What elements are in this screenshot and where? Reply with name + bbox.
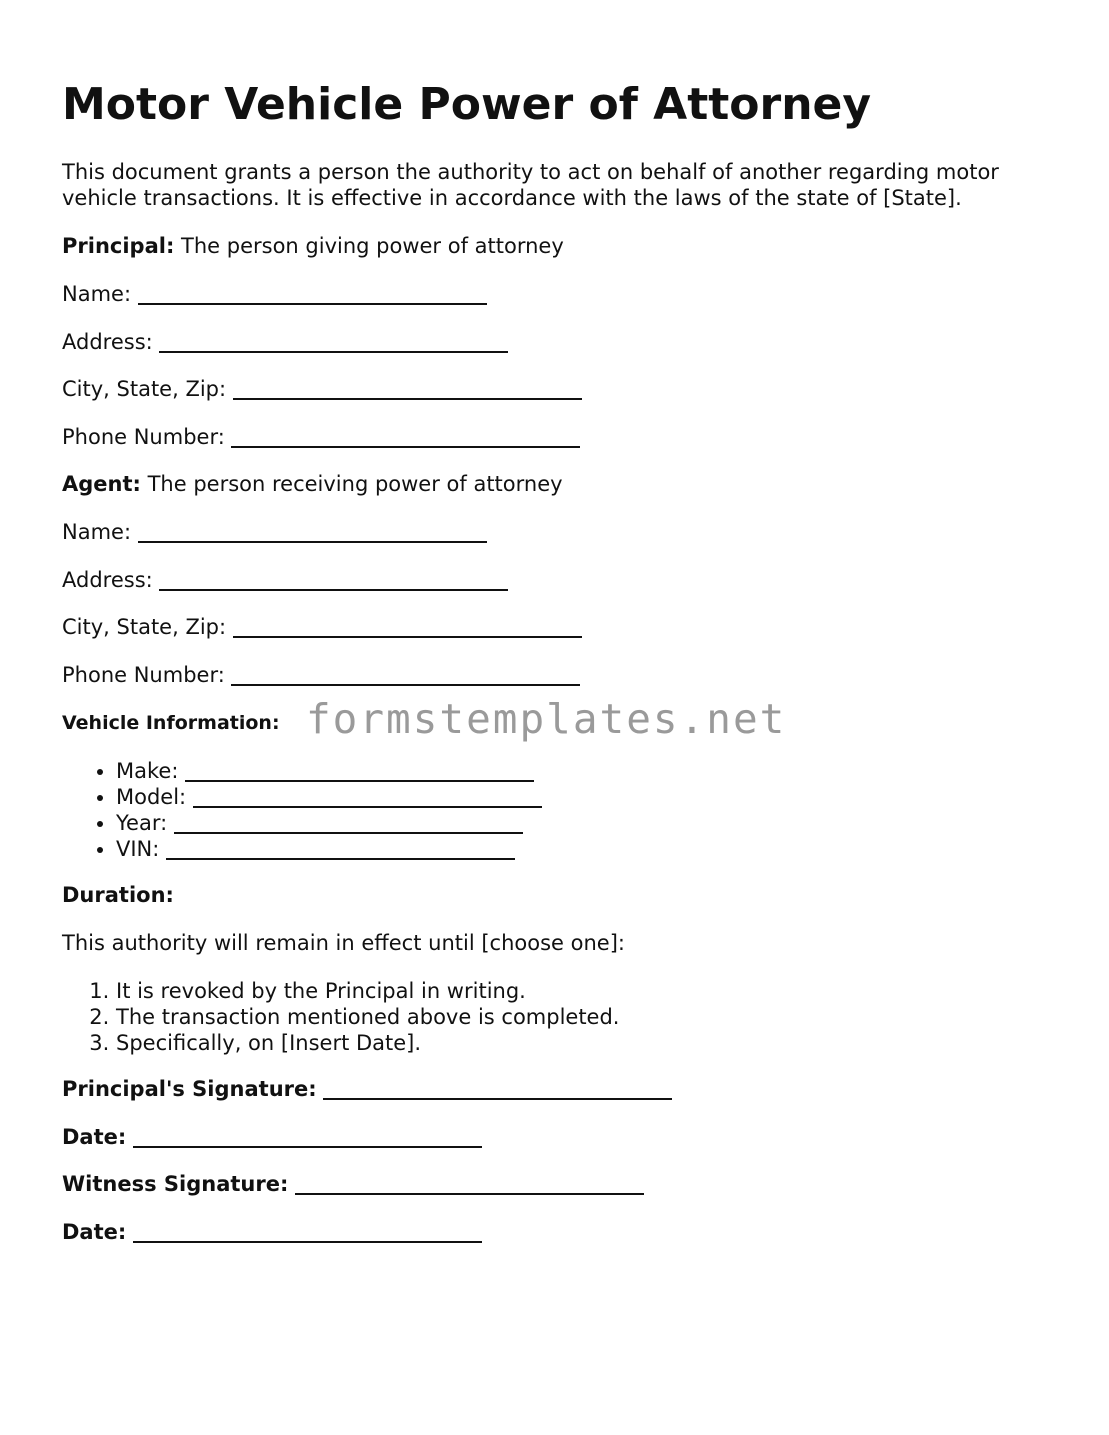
blank-line[interactable] xyxy=(174,832,523,834)
principal-signature-field[interactable] xyxy=(62,1076,672,1102)
principal-city-state-zip-field[interactable] xyxy=(62,376,582,402)
vehicle-heading: Vehicle Information: xyxy=(62,712,280,734)
field-label: Model: xyxy=(116,785,187,809)
signature-label: Witness Signature: xyxy=(62,1172,289,1196)
signature-label: Principal's Signature: xyxy=(62,1077,317,1101)
duration-options-list xyxy=(62,978,620,1056)
vehicle-vin-field[interactable] xyxy=(116,836,542,862)
vehicle-make-field[interactable] xyxy=(116,758,542,784)
blank-line[interactable] xyxy=(166,858,515,860)
principal-name-field[interactable] xyxy=(62,281,487,307)
blank-line[interactable] xyxy=(295,1193,644,1195)
principal-address-field[interactable] xyxy=(62,329,508,355)
signature-label: Date: xyxy=(62,1125,127,1149)
blank-line[interactable] xyxy=(138,541,487,543)
signature-label: Date: xyxy=(62,1220,127,1244)
agent-description: The person receiving power of attorney xyxy=(140,472,563,496)
blank-line[interactable] xyxy=(133,1241,482,1243)
agent-heading xyxy=(62,471,563,497)
field-label: Make: xyxy=(116,759,179,783)
field-label: Phone Number: xyxy=(62,663,225,687)
duration-text: This authority will remain in effect until [choose one]: xyxy=(62,931,625,955)
principal-label: Principal: xyxy=(62,234,175,258)
field-label: City, State, Zip: xyxy=(62,377,227,401)
blank-line[interactable] xyxy=(323,1098,672,1100)
blank-line[interactable] xyxy=(159,589,508,591)
agent-label: Agent: xyxy=(62,472,141,496)
witness-signature-field[interactable] xyxy=(62,1171,644,1197)
field-label: City, State, Zip: xyxy=(62,615,227,639)
blank-line[interactable] xyxy=(231,684,580,686)
blank-line[interactable] xyxy=(231,446,580,448)
vehicle-year-field[interactable] xyxy=(116,810,542,836)
agent-name-field[interactable] xyxy=(62,519,487,545)
agent-city-state-zip-field[interactable] xyxy=(62,614,582,640)
blank-line[interactable] xyxy=(138,303,487,305)
duration-option: 1. It is revoked by the Principal in writing. xyxy=(116,978,620,1004)
watermark-text: formstemplates.net xyxy=(306,695,787,743)
duration-option: 2. The transaction mentioned above is completed. xyxy=(116,1004,620,1030)
vehicle-model-field[interactable] xyxy=(116,784,542,810)
blank-line[interactable] xyxy=(159,351,508,353)
blank-line[interactable] xyxy=(233,636,582,638)
blank-line[interactable] xyxy=(185,780,534,782)
agent-phone-field[interactable] xyxy=(62,662,580,688)
intro-paragraph: This document grants a person the authority to act on behalf of another regarding motor vehicle transactions. It is effective in accordance with the laws of the state of [State]. xyxy=(62,160,999,210)
field-label: Name: xyxy=(62,282,132,306)
vehicle-field-list xyxy=(62,758,542,862)
duration-option: 3. Specifically, on [Insert Date]. xyxy=(116,1030,620,1056)
principal-heading xyxy=(62,233,564,259)
blank-line[interactable] xyxy=(133,1146,482,1148)
field-label: Address: xyxy=(62,568,153,592)
duration-label: Duration: xyxy=(62,883,174,907)
witness-date-field[interactable] xyxy=(62,1219,482,1245)
duration-heading xyxy=(62,882,174,908)
field-label: Phone Number: xyxy=(62,425,225,449)
principal-phone-field[interactable] xyxy=(62,424,580,450)
blank-line[interactable] xyxy=(193,806,542,808)
principal-date-field[interactable] xyxy=(62,1124,482,1150)
agent-address-field[interactable] xyxy=(62,567,508,593)
principal-description: The person giving power of attorney xyxy=(174,234,564,258)
blank-line[interactable] xyxy=(233,398,582,400)
document-title: Motor Vehicle Power of Attorney xyxy=(62,79,872,130)
field-label: Name: xyxy=(62,520,132,544)
field-label: Address: xyxy=(62,330,153,354)
field-label: Year: xyxy=(116,811,168,835)
field-label: VIN: xyxy=(116,837,160,861)
